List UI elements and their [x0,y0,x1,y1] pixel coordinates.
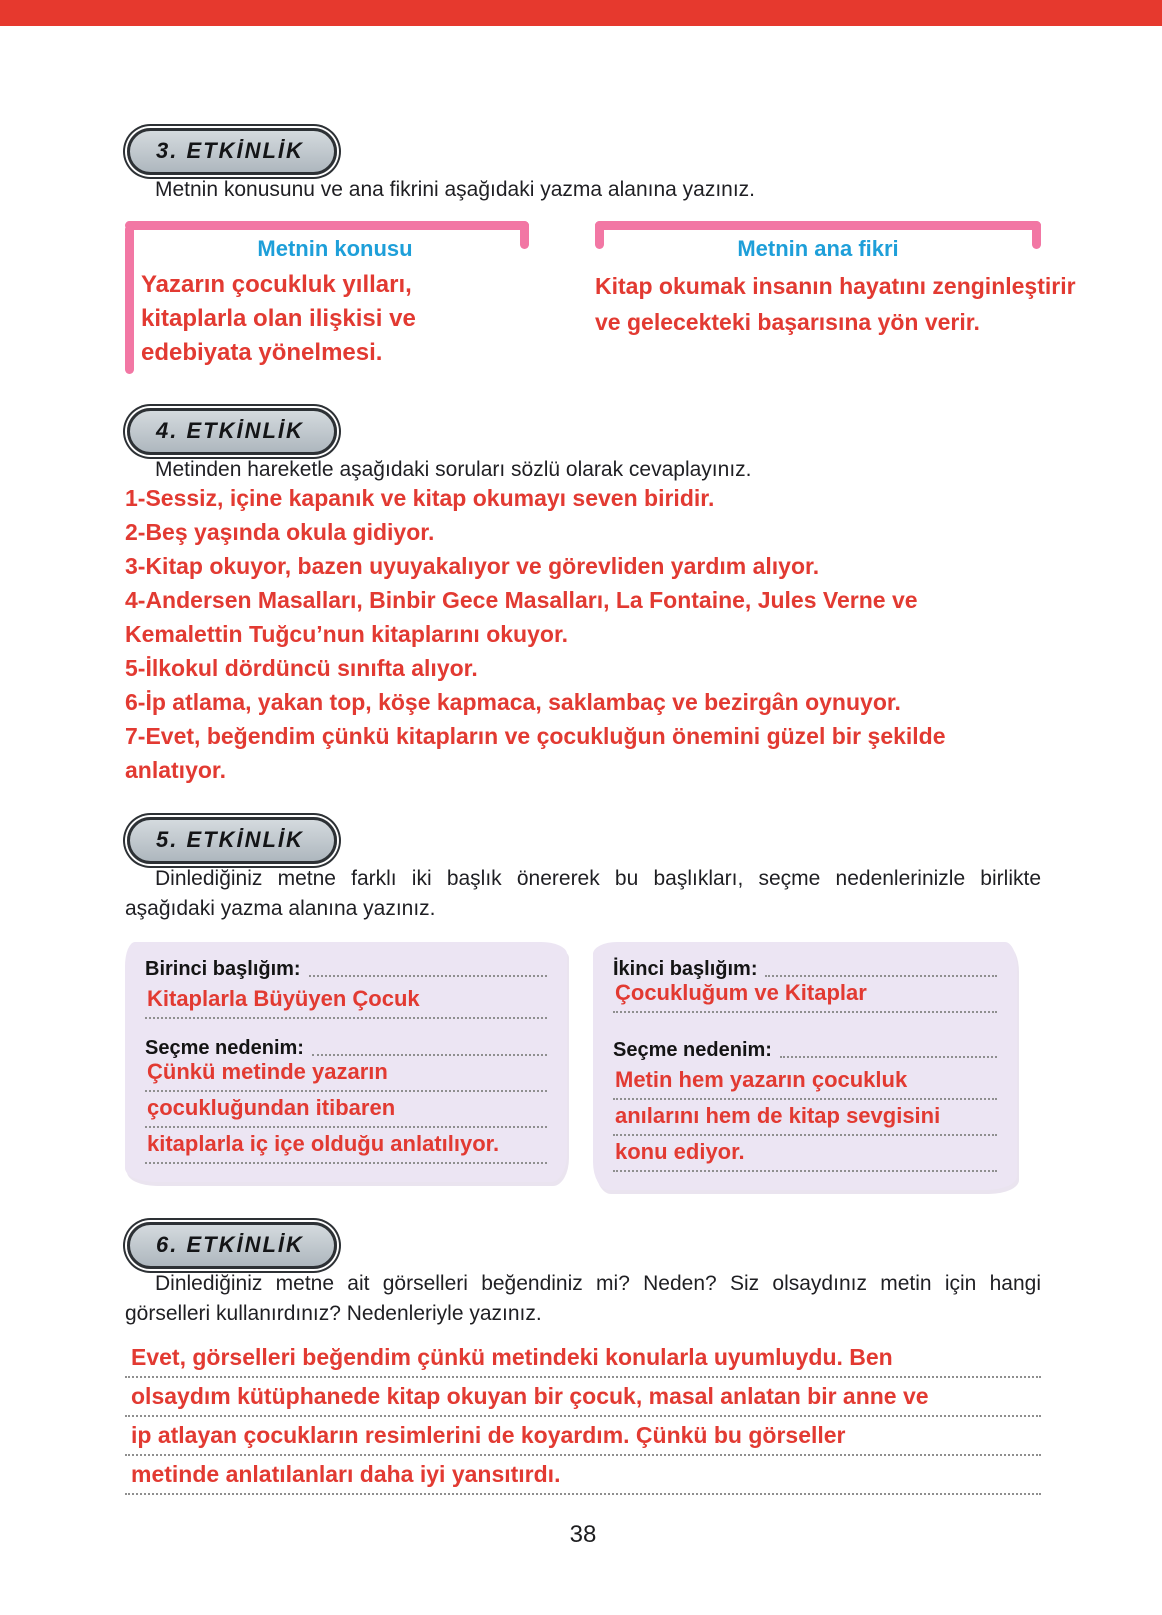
activity-5-answer-area [125,942,1041,1190]
activity-4-answers [125,481,1041,787]
pink-bracket-top-icon [595,221,1041,230]
first-title-box [125,942,567,1182]
activity-6-instruction: Dinlediğiniz metne ait görselleri beğendiniz mi? Neden? Siz olsaydınız metin için hangi görselleri kullanırdınız? Nedenleriyle yazınız. [125,1272,1041,1325]
activity-4-badge-label: 4. ETKİNLİK [156,418,304,443]
text-topic-box [125,221,529,370]
answer-line: 3-Kitap okuyor, bazen uyuyakalıyor ve görevliden yardım alıyor. [125,553,820,579]
activity-6-section-header [127,1222,1041,1269]
pink-bracket-side-icon [125,225,134,374]
pink-bracket-tick-icon [1032,221,1041,249]
answer-line: 6-İp atlama, yakan top, köşe kapmaca, saklambaç ve bezirgân oynuyor. [125,689,901,715]
second-title-label: İkinci başlığım: [613,958,758,980]
activity-6-badge-label: 6. ETKİNLİK [156,1232,304,1257]
activity-3-badge [127,128,337,175]
answer-line: 7-Evet, beğendim çünkü kitapların ve çocukluğun önemini güzel bir şekilde anlatıyor. [125,723,946,783]
answer-line: 2-Beş yaşında okula gidiyor. [125,519,435,545]
dotted-line [309,974,547,977]
ruled-answer-line: metinde anlatılanları daha iyi yansıtırdı. [125,1456,1041,1495]
first-title-label: Birinci başlığım: [145,958,301,980]
dotted-line [765,974,997,977]
activity-5-badge-label: 5. ETKİNLİK [156,827,304,852]
second-reason-label: Seçme nedenim: [613,1039,772,1061]
reason-line: Metin hem yazarın çocukluk [613,1064,997,1100]
answer-line: 4-Andersen Masalları, Binbir Gece Masalları, La Fontaine, Jules Verne ve Kemalettin Tuğcu’nun kitaplarını okuyor. [125,587,918,647]
first-reason-answer [145,1056,547,1164]
second-title-box [593,942,1017,1190]
pink-bracket-tick-icon [595,221,604,249]
page-border-top [0,0,1162,26]
dotted-line [312,1053,547,1056]
page-content [125,26,1076,1549]
pink-bracket-tick-icon [520,221,529,249]
first-title-label-row [145,958,547,981]
first-reason-label: Seçme nedenim: [145,1037,304,1059]
activity-5-instruction: Dinlediğiniz metne farklı iki başlık önererek bu başlıkları, seçme nedenlerinizle birlikte aşağıdaki yazma alanına yazınız. [125,867,1041,920]
answer-line: 5-İlkokul dördüncü sınıfta alıyor. [125,655,478,681]
reason-line: anılarını hem de kitap sevgisini [613,1100,997,1136]
activity-4-badge [127,408,337,455]
main-idea-title: Metnin ana fikri [737,236,899,261]
activity-6-answers [125,1339,1041,1495]
second-title-answer: Çocukluğum ve Kitaplar [613,977,997,1013]
ruled-answer-line: olsaydım kütüphanede kitap okuyan bir çocuk, masal anlatan bir anne ve [125,1378,1041,1417]
reason-line: konu ediyor. [613,1136,997,1172]
second-reason-label-row [613,1039,997,1062]
pink-bracket-top-icon [125,221,529,230]
page-number: 38 [569,1521,597,1548]
activity-4-instruction: Metinden hareketle aşağıdaki soruları sözlü olarak cevaplayınız. [155,458,752,481]
answer-line: 1-Sessiz, içine kapanık ve kitap okumayı seven biridir. [125,485,715,511]
activity-3-badge-label: 3. ETKİNLİK [156,138,304,163]
main-idea-answer: Kitap okumak insanın hayatını zenginleştirir ve gelecekteki başarısına yön verir. [595,273,1076,335]
reason-line: Çünkü metinde yazarın [145,1056,547,1092]
reason-line: kitaplarla iç içe olduğu anlatılıyor. [145,1128,547,1164]
text-topic-title: Metnin konusu [257,236,413,261]
activity-5-badge [127,817,337,864]
main-idea-box [595,221,1076,370]
activity-4-section-header [127,408,1041,455]
activity-5-section-header [127,817,1041,864]
dotted-line [780,1055,997,1058]
activity-3-section-header [127,128,1041,175]
ruled-answer-line: Evet, görselleri beğendim çünkü metindeki konularla uyumluydu. Ben [125,1339,1041,1378]
activity-6-badge [127,1222,337,1269]
text-topic-answer: Yazarın çocukluk yılları, kitaplarla olan ilişkisi ve edebiyata yönelmesi. [141,271,416,366]
ruled-answer-line: ip atlayan çocukların resimlerini de koyardım. Çünkü bu görseller [125,1417,1041,1456]
reason-line: çocukluğundan itibaren [145,1092,547,1128]
second-reason-answer [613,1064,997,1172]
activity-3-answer-area [125,221,1076,370]
first-title-answer: Kitaplarla Büyüyen Çocuk [145,983,547,1019]
activity-3-instruction: Metnin konusunu ve ana fikrini aşağıdaki yazma alanına yazınız. [155,178,756,201]
